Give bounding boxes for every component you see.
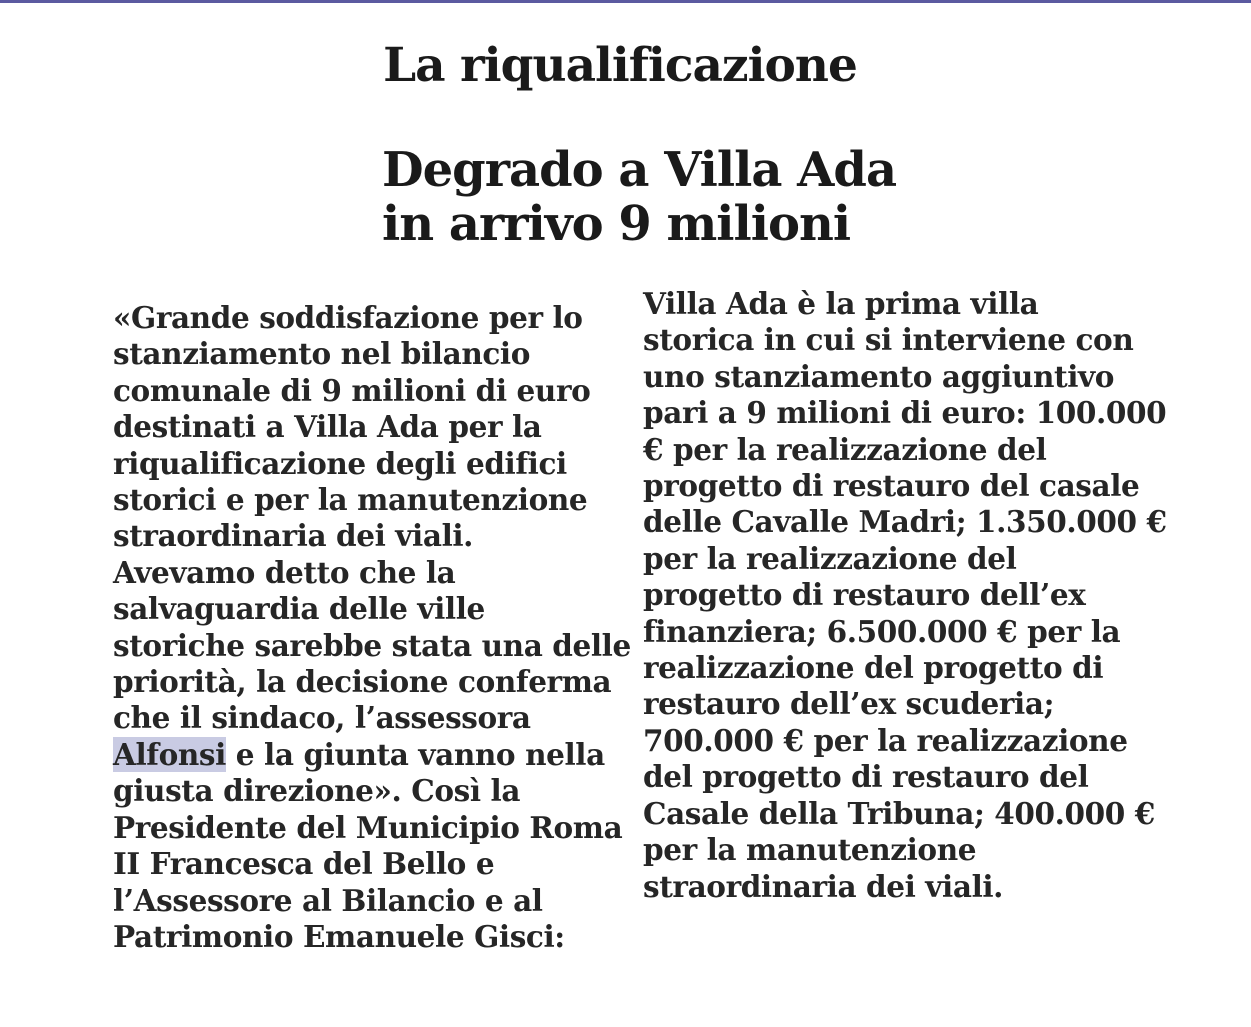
right-line-11: realizzazione del progetto di bbox=[643, 650, 1104, 686]
right-line-10: finanziera; 6.500.000 € per la bbox=[643, 613, 1121, 649]
left-line-1: «Grande soddisfazione per lo bbox=[113, 300, 583, 335]
section-title: La riqualificazione bbox=[383, 38, 857, 93]
right-line-17: straordinaria dei viali. bbox=[643, 868, 1004, 904]
right-line-12: restauro dell’ex scuderia; bbox=[643, 686, 1055, 722]
right-line-16: per la manutenzione bbox=[643, 832, 977, 868]
left-line-11: priorità, la decisione conferma bbox=[113, 664, 612, 700]
article-headline bbox=[382, 143, 896, 251]
highlighted-name[interactable]: Alfonsi bbox=[113, 736, 226, 772]
right-column bbox=[643, 286, 1167, 905]
headline-line-1: Degrado a Villa Ada bbox=[382, 142, 897, 198]
right-line-2: storica in cui si interviene con bbox=[643, 322, 1134, 358]
highlight-line-rest: e la giunta vanno nella bbox=[225, 736, 605, 772]
left-line-17: l’Assessore al Bilancio e al bbox=[113, 882, 543, 918]
right-line-9: progetto di restauro dell’ex bbox=[643, 577, 1086, 613]
left-line-8: Avevamo detto che la bbox=[113, 554, 456, 590]
right-line-4: pari a 9 milioni di euro: 100.000 bbox=[643, 395, 1167, 431]
left-line-6: storici e per la manutenzione bbox=[113, 482, 588, 518]
right-line-15: Casale della Tribuna; 400.000 € bbox=[643, 795, 1155, 831]
left-line-14: giusta direzione». Così la bbox=[113, 773, 521, 809]
left-line-2: stanziamento nel bilancio bbox=[113, 336, 531, 372]
right-line-13: 700.000 € per la realizzazione bbox=[643, 722, 1128, 758]
left-line-5: riqualificazione degli edifici bbox=[113, 445, 567, 481]
headline-line-2: in arrivo 9 milioni bbox=[382, 196, 851, 252]
left-line-9: salvaguardia delle ville bbox=[113, 591, 485, 627]
left-line-16: II Francesca del Bello e bbox=[113, 846, 495, 882]
right-line-8: per la realizzazione del bbox=[643, 540, 1017, 576]
right-line-5: € per la realizzazione del bbox=[643, 431, 1047, 467]
right-line-14: del progetto di restauro del bbox=[643, 759, 1089, 795]
left-line-10: storiche sarebbe stata una delle bbox=[113, 627, 631, 663]
right-line-7: delle Cavalle Madri; 1.350.000 € bbox=[643, 504, 1167, 540]
left-line-15: Presidente del Municipio Roma bbox=[113, 809, 623, 845]
left-line-12: che il sindaco, l’assessora bbox=[113, 700, 531, 736]
left-line-13 bbox=[113, 737, 631, 773]
left-line-18: Patrimonio Emanuele Gisci: bbox=[113, 918, 565, 954]
left-column bbox=[113, 300, 631, 955]
left-line-3: comunale di 9 milioni di euro bbox=[113, 372, 591, 408]
right-line-6: progetto di restauro del casale bbox=[643, 468, 1140, 504]
left-line-7: straordinaria dei viali. bbox=[113, 518, 474, 554]
right-line-3: uno stanziamento aggiuntivo bbox=[643, 358, 1115, 394]
right-line-1: Villa Ada è la prima villa bbox=[643, 286, 1039, 321]
top-rule bbox=[0, 0, 1251, 3]
left-line-4: destinati a Villa Ada per la bbox=[113, 409, 542, 445]
